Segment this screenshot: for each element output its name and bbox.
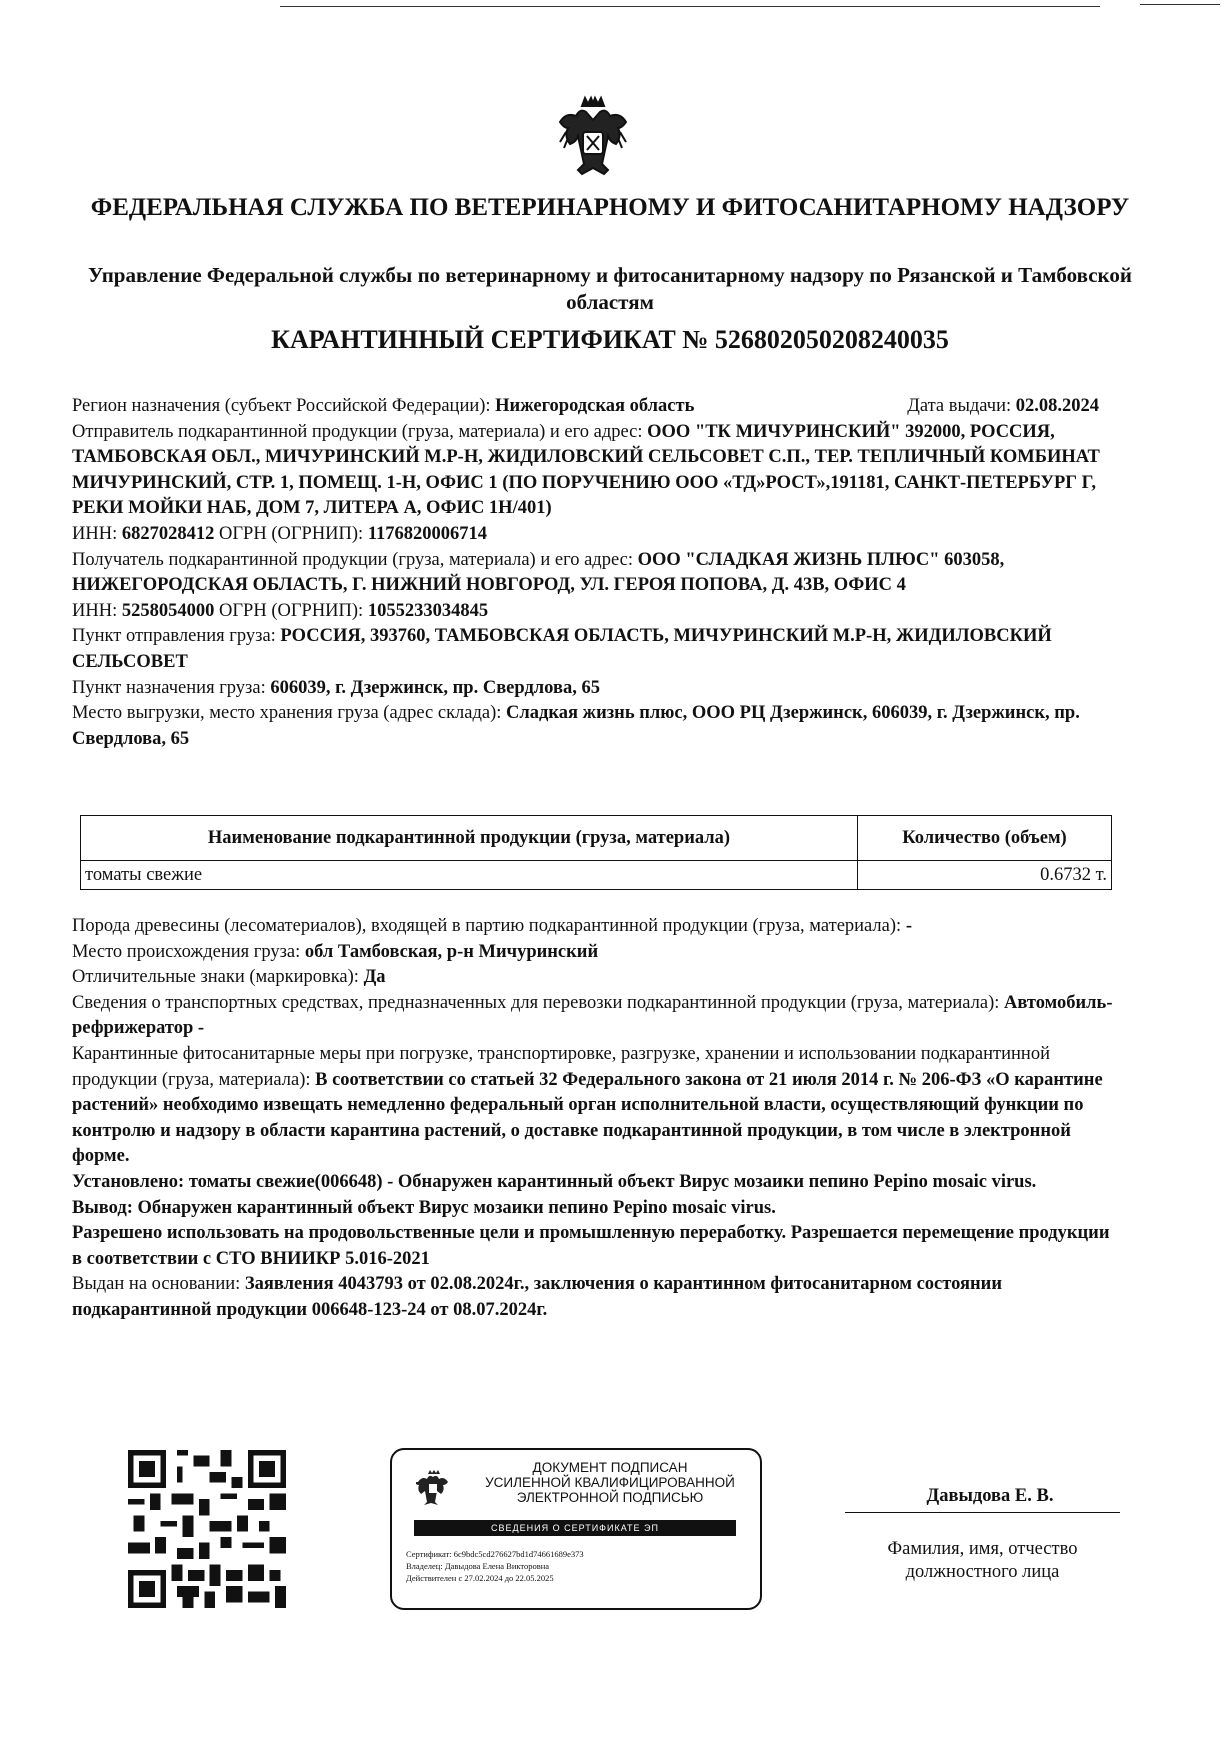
- measures-field: Карантинные фитосанитарные меры при погрузке, транспортировке, разгрузке, хранении и использовании подкарантинной продукции (груза, материала): В соответствии со статьей 32 Федерального закона от 21 июля 2014 г. № 206-ФЗ «О карантине растений» необходимо извещать немедленно федеральный орган исполнительной власти, осуществляющий функции по контролю и надзору в области карантина растений, о доставке подкарантинной продукции, в том числе в электронной форме.: [72, 1043, 1103, 1167]
- destination-field: Пункт назначения груза: 606039, г. Дзержинск, пр. Свердлова, 65: [72, 677, 600, 698]
- table-header-row: [81, 816, 1112, 861]
- stamp-details: [406, 1548, 756, 1584]
- marking-field: Отличительные знаки (маркировка): Да: [72, 967, 386, 988]
- product-name-cell: томаты свежие: [81, 861, 858, 890]
- permitted-text: Разрешено использовать на продовольственные цели и промышленную переработку. Разрешается перемещение продукции в соответствии с СТО ВНИИКР 5.016-2021: [72, 1223, 1110, 1269]
- origin-field: Место происхождения груза: обл Тамбовская, р-н Мичуринский: [72, 941, 599, 962]
- stamp-certificate-bar: СВЕДЕНИЯ О СЕРТИФИКАТЕ ЭП: [414, 1520, 736, 1536]
- electronic-signature-stamp: [390, 1448, 762, 1610]
- signatory-caption: Фамилия, имя, отчество должностного лица: [887, 1539, 1078, 1582]
- transport-field: Сведения о транспортных средствах, предназначенных для перевозки подкарантинной продукции (груза, материала): Автомобиль-рефрижератор -: [72, 992, 1113, 1039]
- dispatch-field: Пункт отправления груза: РОССИЯ, 393760, ТАМБОВСКАЯ ОБЛАСТЬ, МИЧУРИНСКИЙ М.Р-Н, ЖИДИЛОВСКИЙ СЕЛЬСОВЕТ: [72, 626, 1052, 672]
- unload-field: Место выгрузки, место хранения груза (адрес склада): Сладкая жизнь плюс, ООО РЦ Дзержинск, 606039, г. Дзержинск, пр. Свердлова, 65: [72, 703, 1080, 749]
- region-field: Регион назначения (субъект Российской Федерации): Нижегородская область: [72, 396, 695, 416]
- products-table: [80, 815, 1112, 890]
- certificate-title: КАРАНТИННЫЙ СЕРТИФИКАТ № 526802050208240035: [271, 325, 949, 354]
- recipient-field: Получатель подкарантинной продукции (груза, материала) и его адрес: ООО "СЛАДКАЯ ЖИЗНЬ ПЛЮС" 603058, НИЖЕГОРОДСКАЯ ОБЛАСТЬ, Г. НИЖНИЙ НОВГОРОД, УЛ. ГЕРОЯ ПОПОВА, Д. 43В, ОФИС 4: [72, 549, 1005, 596]
- coat-of-arms-icon: [552, 92, 634, 184]
- qr-code-icon: [128, 1450, 286, 1608]
- coat-of-arms-small-icon: [416, 1468, 450, 1508]
- wood-field: Порода древесины (лесоматериалов), входящей в партию подкарантинной продукции (груза, материала): -: [72, 916, 912, 936]
- basis-field: Выдан на основании: Заявления 4043793 от 02.08.2024г., заключения о карантинном фитосанитарном состоянии подкарантинной продукции 006648-123-24 от 08.07.2024г.: [72, 1274, 1002, 1320]
- department-title: Управление Федеральной службы по ветеринарному и фитосанитарному надзору по Рязанской и Тамбовской областям: [88, 263, 1132, 314]
- issue-date-field: Дата выдачи: 02.08.2024: [907, 396, 1099, 416]
- shipment-fields: [72, 394, 1117, 752]
- established-text: Установлено: томаты свежие(006648) - Обнаружен карантинный объект Вирус мозаики пепино Pepino mosaic virus.: [72, 1171, 1037, 1192]
- column-header-quantity: Количество (объем): [858, 816, 1112, 861]
- stamp-validity-line: Действителен с 27.02.2024 до 22.05.2025: [406, 1573, 554, 1583]
- sender-ids: ИНН: 6827028412 ОГРН (ОГРНИП): 1176820006714: [72, 523, 488, 544]
- product-quantity-cell: 0.6732 т.: [858, 861, 1112, 890]
- signatory-name: Давыдова Е. В.: [926, 1486, 1054, 1506]
- scan-top-line: [280, 6, 1100, 7]
- region-date-row: [72, 394, 1117, 420]
- stamp-owner-line: Владелец: Давыдова Елена Викторовна: [406, 1561, 550, 1571]
- stamp-title: ДОКУМЕНТ ПОДПИСАН УСИЛЕННОЙ КВАЛИФИЦИРОВАННОЙ ЭЛЕКТРОННОЙ ПОДПИСЬЮ: [485, 1460, 735, 1505]
- stamp-certificate-line: Сертификат: 6c9bdc5cd276627bd1d74661689e373: [406, 1549, 584, 1559]
- signature-line: [845, 1512, 1120, 1513]
- recipient-ids: ИНН: 5258054000 ОГРН (ОГРНИП): 1055233034845: [72, 600, 489, 621]
- conclusion-text: Вывод: Обнаружен карантинный объект Вирус мозаики пепино Pepino mosaic virus.: [72, 1197, 776, 1218]
- table-row: [81, 861, 1112, 890]
- column-header-name: Наименование подкарантинной продукции (груза, материала): [81, 816, 858, 861]
- scan-top-line-right: [1140, 4, 1220, 5]
- agency-title: ФЕДЕРАЛЬНАЯ СЛУЖБА ПО ВЕТЕРИНАРНОМУ И ФИТОСАНИТАРНОМУ НАДЗОРУ: [90, 194, 1130, 221]
- certificate-details: [72, 914, 1117, 1324]
- sender-field: Отправитель подкарантинной продукции (груза, материала) и его адрес: ООО "ТК МИЧУРИНСКИЙ" 392000, РОССИЯ, ТАМБОВСКАЯ ОБЛ., МИЧУРИНСКИЙ М.Р-Н, ЖИДИЛОВСКИЙ СЕЛЬСОВЕТ С.П., ТЕР. ТЕПЛИЧНЫЙ КОМБИНАТ МИЧУРИНСКИЙ, СТР. 1, ПОМЕЩ. 1-Н, ОФИС 1 (ПО ПОРУЧЕНИЮ ООО «ТД»РОСТ»,191181, САНКТ-ПЕТЕРБУРГ Г, РЕКИ МОЙКИ НАБ, ДОМ 7, ЛИТЕРА А, ОФИС 1Н/401): [72, 421, 1100, 519]
